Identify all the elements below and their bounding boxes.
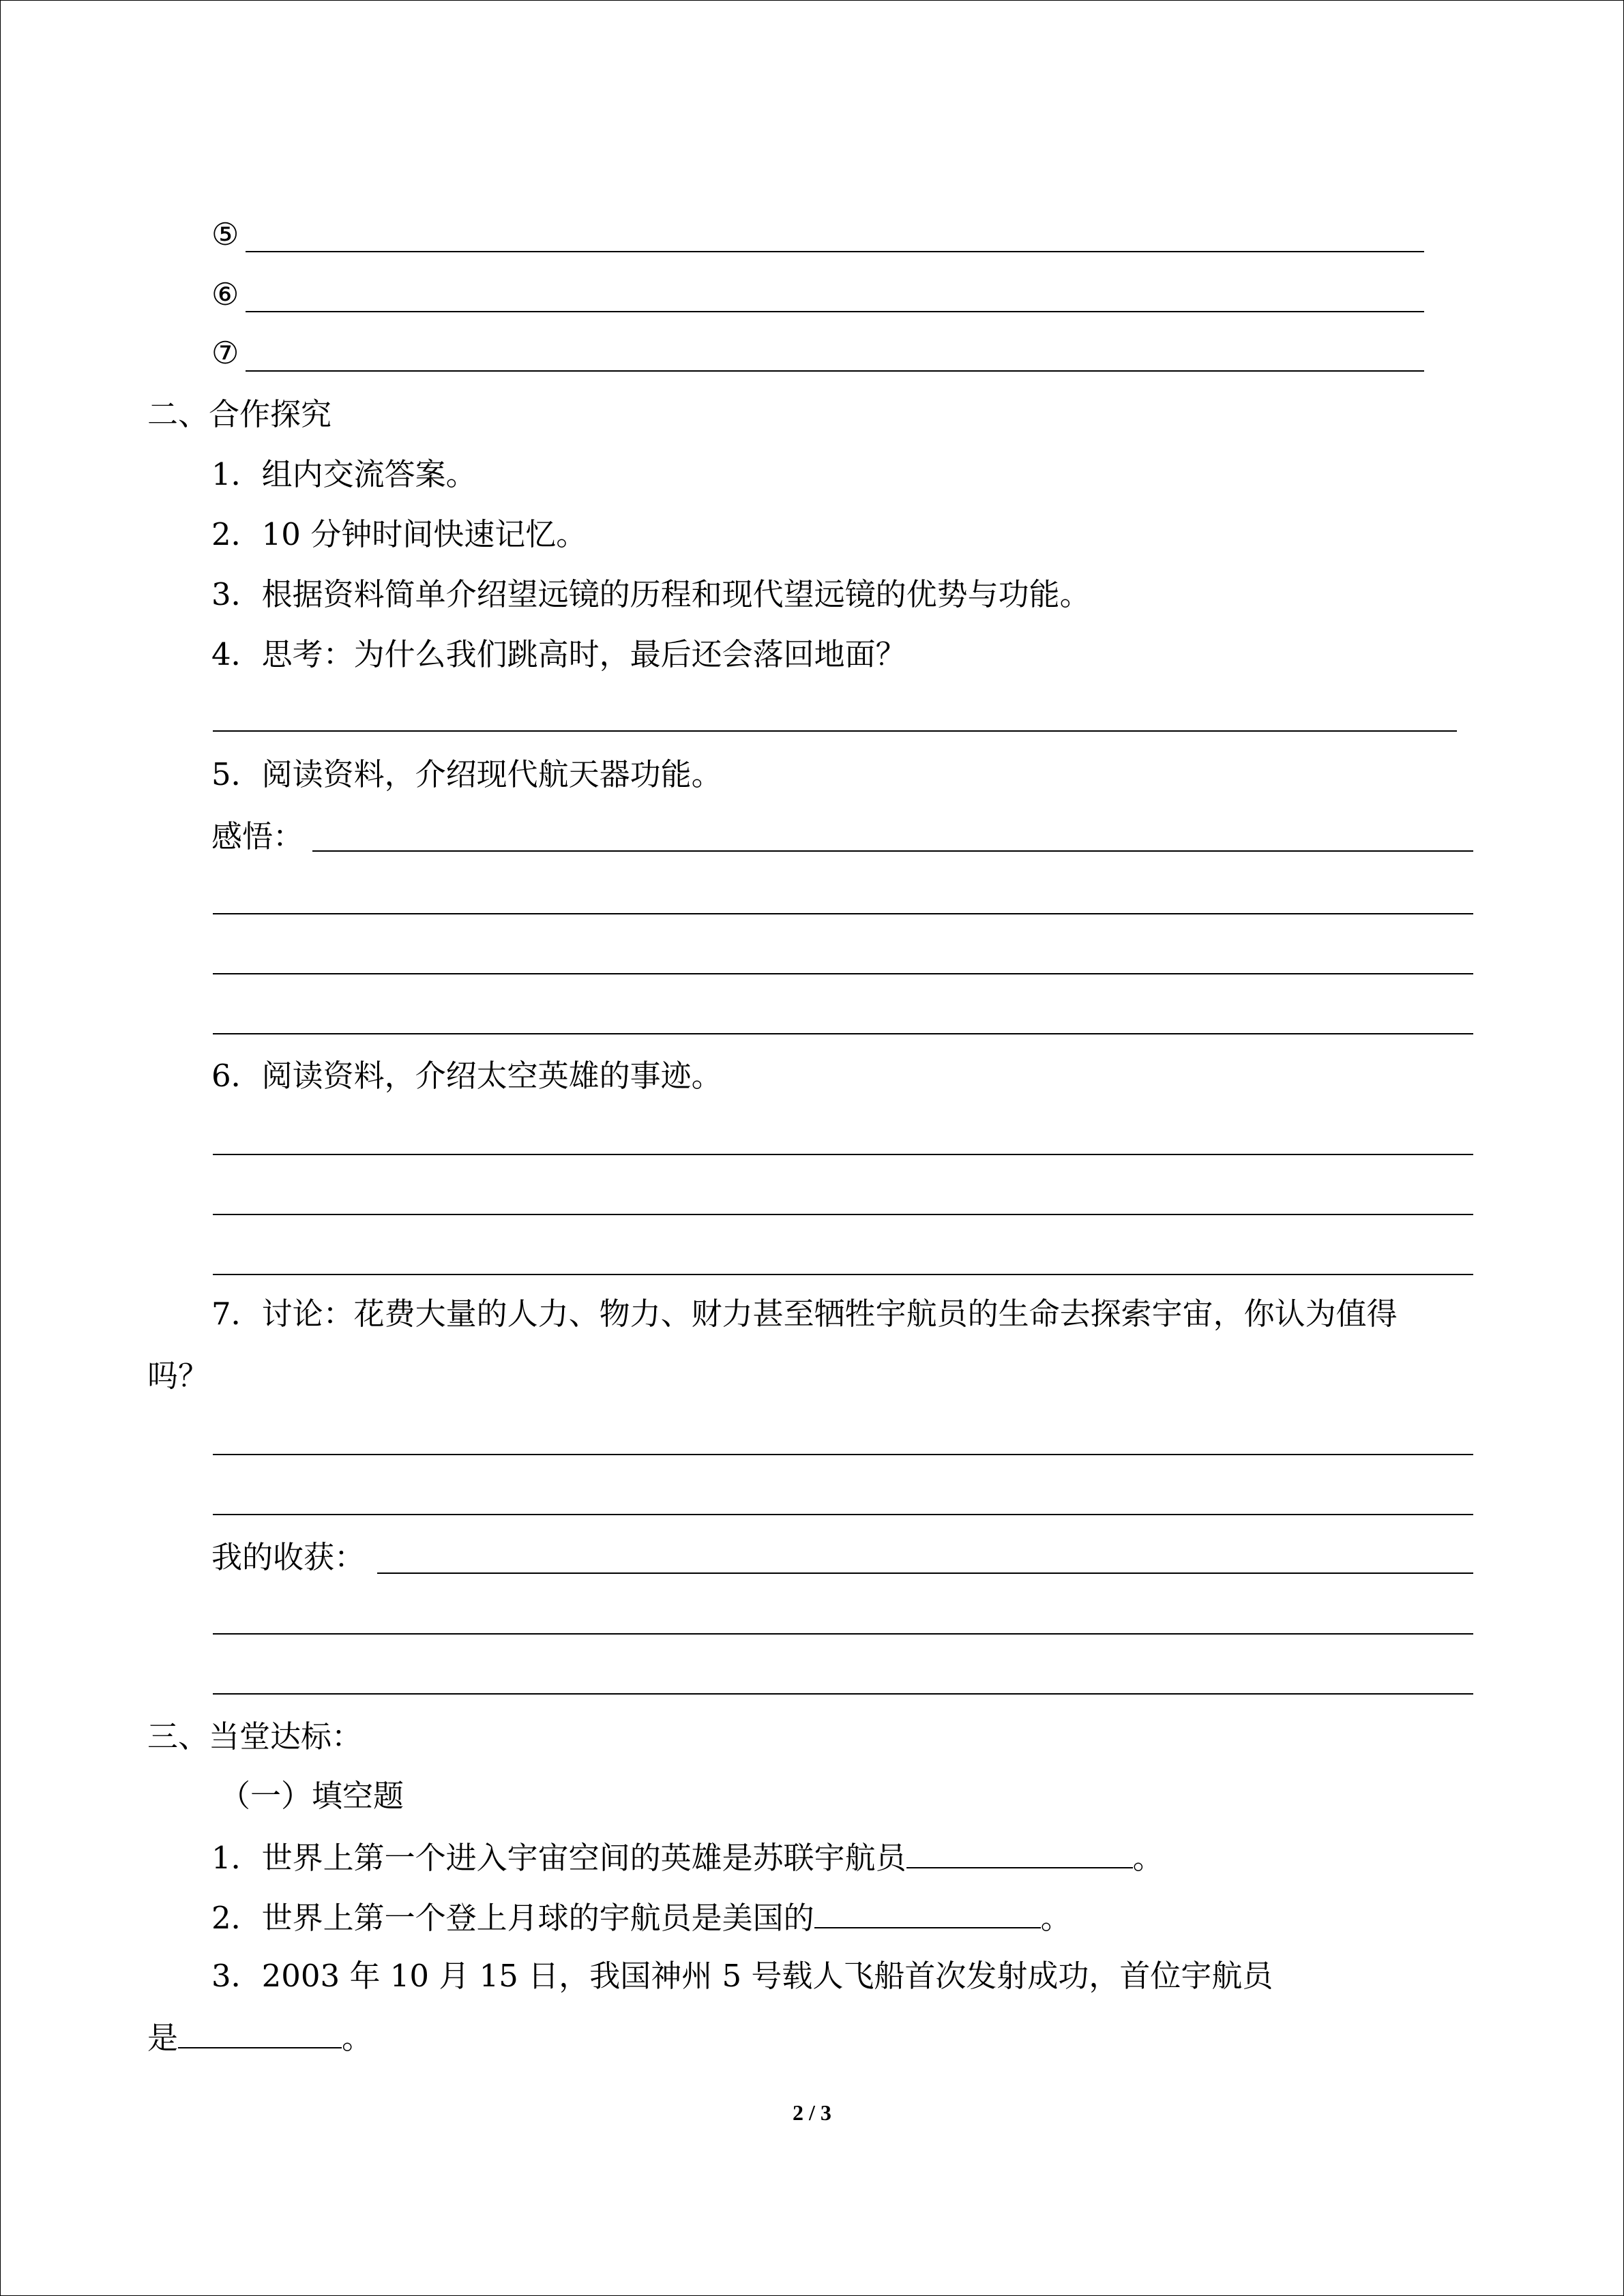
answer-line-6[interactable]	[246, 311, 1424, 312]
q6-answer-line-2[interactable]	[213, 1214, 1473, 1215]
q5-label: 感悟：	[211, 818, 304, 854]
harvest-answer-line-1[interactable]	[377, 1572, 1473, 1574]
fill-3-blank[interactable]	[178, 2017, 342, 2048]
section3-heading: 三、当堂达标：	[147, 1718, 363, 1755]
section2-heading: 二、合作探究	[147, 396, 332, 432]
q4: 4．思考：为什么我们跳高时，最后还会落回地面？	[211, 636, 906, 672]
q6-answer-line-3[interactable]	[213, 1274, 1473, 1275]
q6-answer-line-1[interactable]	[213, 1154, 1473, 1155]
circled-6: ⑥	[211, 276, 239, 312]
fill-3-text: 是	[147, 2020, 179, 2056]
fill-1-text: 1．世界上第一个进入宇宙空间的英雄是苏联宇航员	[211, 1840, 906, 1876]
q1: 1．组内交流答案。	[211, 456, 477, 492]
q5-answer-line-3[interactable]	[213, 973, 1473, 974]
fill-1	[211, 1837, 1164, 1877]
harvest-label: 我的收获：	[211, 1539, 366, 1575]
q4-answer-line[interactable]	[213, 730, 1457, 732]
q7-answer-line-1[interactable]	[213, 1454, 1473, 1455]
q5-answer-line-1[interactable]	[312, 850, 1473, 852]
fill-3	[147, 2017, 372, 2057]
fill-3-end: 。	[342, 2020, 373, 2056]
q7-line2: 吗？	[147, 1358, 209, 1394]
q7-line1: 7．讨论：花费大量的人力、物力、财力甚至牺牲宇航员的生命去探索宇宙，你认为值得	[211, 1296, 1398, 1332]
fill-2-blank[interactable]	[814, 1897, 1041, 1928]
fill-2-text: 2．世界上第一个登上月球的宇航员是美国的	[211, 1900, 814, 1936]
fill-1-blank[interactable]	[906, 1837, 1133, 1868]
circled-7: ⑦	[211, 335, 239, 371]
q2: 2．10 分钟时间快速记忆。	[211, 516, 587, 552]
fill-2	[211, 1897, 1072, 1937]
answer-line-7[interactable]	[246, 370, 1424, 372]
q7-answer-line-2[interactable]	[213, 1514, 1473, 1515]
harvest-answer-line-2[interactable]	[213, 1633, 1473, 1635]
q5-answer-line-4[interactable]	[213, 1033, 1473, 1034]
q5: 5．阅读资料，介绍现代航天器功能。	[211, 756, 722, 792]
fill-2-end: 。	[1040, 1900, 1072, 1936]
page-number: 2 / 3	[793, 2100, 831, 2125]
q6: 6．阅读资料，介绍太空英雄的事迹。	[211, 1058, 722, 1094]
fill-3-line1: 3．2003 年 10 月 15 日，我国神州 5 号载人飞船首次发射成功，首位宇航员	[211, 1958, 1273, 1994]
q5-answer-line-2[interactable]	[213, 913, 1473, 914]
section3-subheading: （一）填空题	[220, 1778, 404, 1814]
fill-1-end: 。	[1132, 1840, 1164, 1876]
harvest-answer-line-3[interactable]	[213, 1693, 1473, 1695]
circled-5: ⑤	[211, 216, 239, 252]
answer-line-5[interactable]	[246, 251, 1424, 252]
q3: 3．根据资料简单介绍望远镜的历程和现代望远镜的优势与功能。	[211, 576, 1091, 612]
